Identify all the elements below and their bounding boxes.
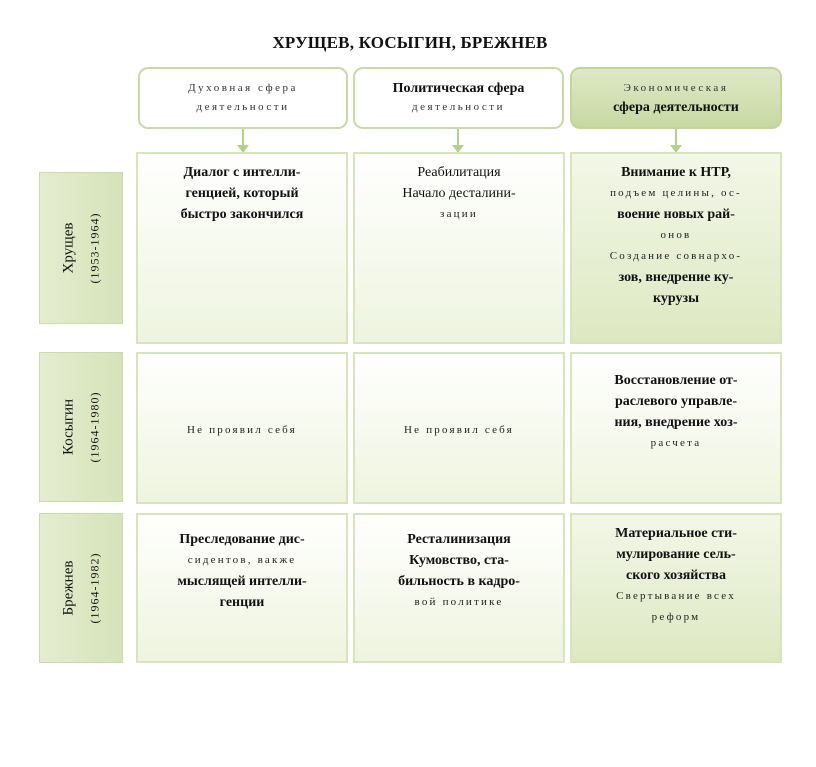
header-line: сфера деятельности: [613, 100, 739, 115]
cell-line: Не проявил себя: [187, 423, 297, 436]
cell-line: Свертывание всех: [616, 590, 736, 602]
cell-line: онов: [660, 229, 692, 241]
cell-line: Преследование дис-: [179, 532, 305, 547]
cell-line: мыслящей интелли-: [177, 574, 307, 589]
cell-line: быстро закончился: [180, 207, 304, 222]
column-header-economic: [570, 67, 782, 129]
header-line: Политическая сфера: [392, 81, 525, 96]
cell-kosygin-spiritual: [136, 352, 348, 504]
cell-line: Кумовство, ста-: [409, 553, 509, 568]
header-line: Духовная сфера: [188, 82, 298, 94]
row-label-kosygin: [39, 352, 123, 502]
header-line: деятельности: [412, 101, 505, 113]
cell-line: Не проявил себя: [404, 423, 514, 436]
column-header-spiritual: [138, 67, 348, 129]
cell-line: Начало десталини-: [402, 186, 516, 201]
cell-khrushchev-economic: [570, 152, 782, 344]
cell-line: зов, внедрение ку-: [618, 270, 734, 285]
cell-line: мулирование сель-: [616, 547, 736, 562]
cell-line: бильность в кадро-: [398, 574, 520, 589]
cell-line: генции: [219, 595, 265, 610]
cell-line: генцией, который: [185, 186, 299, 201]
cell-line: воение новых рай-: [617, 207, 735, 222]
cell-line: подъем целины, ос-: [610, 187, 742, 199]
cell-khrushchev-spiritual: [136, 152, 348, 344]
cell-line: реформ: [651, 611, 701, 623]
leader-years: (1964-1980): [87, 391, 101, 463]
cell-line: вой политике: [414, 596, 504, 608]
column-header-political: [353, 67, 564, 129]
row-label-brezhnev: [39, 513, 123, 663]
header-line: Экономическая: [623, 82, 729, 94]
cell-kosygin-political: [353, 352, 565, 504]
cell-line: Реабилитация: [417, 165, 501, 180]
arrow-down-icon: [242, 129, 244, 147]
cell-line: зации: [440, 208, 478, 220]
cell-line: Восстановление от-: [614, 373, 738, 388]
cell-khrushchev-political: [353, 152, 565, 344]
cell-brezhnev-spiritual: [136, 513, 348, 663]
cell-line: Материальное сти-: [615, 526, 737, 541]
cell-line: ского хозяйства: [626, 568, 726, 583]
header-line: деятельности: [196, 101, 290, 113]
cell-line: Диалог с интелли-: [183, 165, 301, 180]
cell-line: Создание совнархо-: [609, 250, 743, 262]
leader-years: (1953-1964): [87, 212, 101, 284]
cell-line: сидентов, вакже: [187, 554, 297, 566]
cell-line: ния, внедрение хоз-: [614, 415, 738, 430]
leader-name: Косыгин: [60, 398, 76, 456]
leader-years: (1964-1982): [87, 552, 101, 624]
arrow-down-icon: [457, 129, 459, 147]
cell-brezhnev-economic: [570, 513, 782, 663]
diagram-title: ХРУЩЕВ, КОСЫГИН, БРЕЖНЕВ: [272, 33, 548, 52]
leader-name: Брежнев: [60, 560, 76, 616]
arrow-down-icon: [675, 129, 677, 147]
cell-brezhnev-political: [353, 513, 565, 663]
cell-line: расчета: [650, 437, 702, 449]
cell-line: раслевого управле-: [614, 394, 737, 409]
row-label-khrushchev: [39, 172, 123, 324]
cell-kosygin-economic: [570, 352, 782, 504]
cell-line: Внимание к НТР,: [621, 165, 731, 180]
cell-line: Ресталинизация: [407, 532, 511, 547]
leader-name: Хрущев: [60, 222, 76, 274]
cell-line: курузы: [652, 291, 700, 306]
